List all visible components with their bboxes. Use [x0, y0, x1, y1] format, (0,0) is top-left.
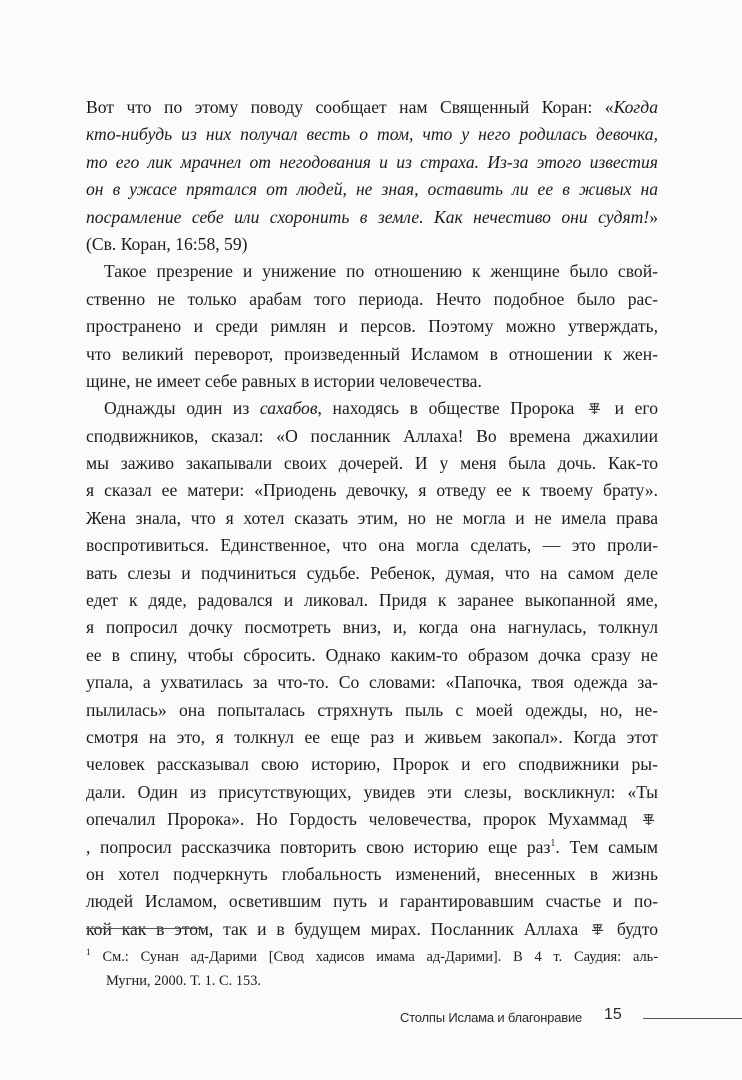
paragraph-2-line: пространено и среди римлян и персов. Поэтому можно утверждать,	[86, 316, 658, 337]
footnote-line: Мугни, 2000. Т. 1. С. 153.	[106, 973, 262, 989]
footnote-divider	[86, 928, 204, 929]
paragraph-1-line	[86, 94, 658, 121]
paragraph-3-line: Жена знала, что я хотел сказать этим, но не могла и не имела права	[86, 507, 658, 528]
paragraph-3-line: людей Исламом, осветившим путь и гарантировавшим счастье и по-	[86, 891, 658, 912]
salawat-seal-icon	[590, 922, 605, 937]
salawat-seal-icon	[641, 812, 656, 827]
paragraph-3-line	[86, 806, 658, 833]
paragraph-3-line: я сказал ее матери: «Приодень девочку, я отведу ее к твоему брату».	[86, 480, 658, 501]
running-title: Столпы Ислама и благонравие	[400, 1010, 583, 1025]
paragraph-3-line	[86, 834, 658, 861]
paragraph-3-line: смотря на это, я толкнул ее еще раз и живьем закопал». Когда этот	[86, 726, 658, 747]
paragraph-3-line: упала, а ухватилась за что-то. Со словами: «Папочка, твоя одежда за-	[86, 672, 658, 693]
paragraph-3-line: воспротивиться. Единственное, что она могла сделать, — это проли-	[86, 535, 658, 556]
text-run: Вот что по этому поводу сообщает нам Священный Коран: «	[86, 97, 614, 117]
text-run: опечалил Пророка». Но Гордость человечества, пророк Мухаммад	[86, 809, 628, 830]
paragraph-3-line: пылилась» она попыталась стряхнуть пыль с моей одежды, но, не-	[86, 699, 658, 720]
paragraph-3-line: дали. Один из присутствующих, увидев эти слезы, воскликнул: «Ты	[86, 781, 658, 802]
paragraph-2-line: что великий переворот, произведенный Исламом в отношении к жен-	[86, 343, 658, 364]
quran-quote-start: Когда	[613, 97, 658, 117]
quran-quote-line: он в ужасе прятался от людей, не зная, оставить ли ее в живых на	[86, 179, 658, 200]
paragraph-3-line: сподвижников, сказал: «О посланник Аллаха! Во времена джахилии	[86, 425, 658, 446]
quran-quote-line: кто-нибудь из них получал весть о том, что у него родилась девочка,	[86, 124, 658, 145]
closing-quote-mark: »	[649, 206, 658, 227]
paragraph-3-line: он хотел подчеркнуть глобальность изменений, внесенных в жизнь	[86, 863, 658, 884]
paragraph-3-line: человек рассказывал свою историю, Пророк и его сподвижники ры-	[86, 754, 658, 775]
paragraph-3-line: мы заживо закапывали своих дочерей. И у меня была дочь. Как-то	[86, 453, 658, 474]
paragraph-3-line	[86, 916, 658, 943]
paragraph-2-line: щине, не имеет себе равных в истории человечества.	[86, 370, 482, 391]
paragraph-2-line: Такое презрение и унижение по отношению к женщине было свой-	[104, 261, 658, 282]
footer-divider	[643, 1018, 742, 1019]
footnotes	[86, 940, 658, 993]
text-run: будто	[616, 918, 658, 939]
text-run: . Тем самым	[555, 836, 658, 857]
text-run: Однажды один из	[104, 398, 260, 419]
quran-quote-line: то его лик мрачнел от негодования и из страха. Из-за этого известия	[86, 151, 658, 172]
footnote-number: 1	[86, 947, 91, 957]
footnote-text: См.: Сунан ад-Дарими [Свод хадисов имама ад-Дарими]. В 4 т. Саудия: аль-	[102, 949, 658, 965]
footnote-line	[86, 940, 658, 969]
quran-reference: (Св. Коран, 16:58, 59)	[86, 233, 248, 254]
text-run: , попросил рассказчика повторить свою историю еще раз	[86, 836, 551, 857]
paragraph-3-line: вать слезы и подчиниться судьбе. Ребенок, думая, что на самом деле	[86, 562, 658, 583]
paragraph-2-line: ственно не только арабам того периода. Нечто подобное было рас-	[86, 288, 658, 309]
paragraph-3-line: я попросил дочку посмотреть вниз, и, когда она нагнулась, толкнул	[86, 617, 658, 638]
paragraph-3-line	[86, 395, 658, 422]
quran-quote-end: посрамление себе или схоронить в земле. Как нечестиво они судят!	[86, 206, 650, 227]
italic-term-sahaba: сахабов	[259, 398, 318, 419]
salawat-seal-icon	[587, 401, 602, 416]
main-text	[86, 94, 658, 943]
quran-quote-line	[86, 204, 658, 231]
paragraph-3-line: ее в спину, чтобы сбросить. Однако каким-то образом дочка сразу не	[86, 644, 658, 665]
text-run: и его	[614, 398, 659, 419]
footnote-reference[interactable]: 1	[550, 837, 556, 849]
page-number: 15	[604, 1006, 622, 1023]
paragraph-3-line: едет к дяде, радовался и ликовал. Придя к заранее выкопанной яме,	[86, 590, 658, 611]
text-run: кой как в этом, так и в будущем мирах. Посланник Аллаха	[86, 918, 579, 939]
text-run: , находясь в обществе Пророка	[317, 398, 575, 419]
